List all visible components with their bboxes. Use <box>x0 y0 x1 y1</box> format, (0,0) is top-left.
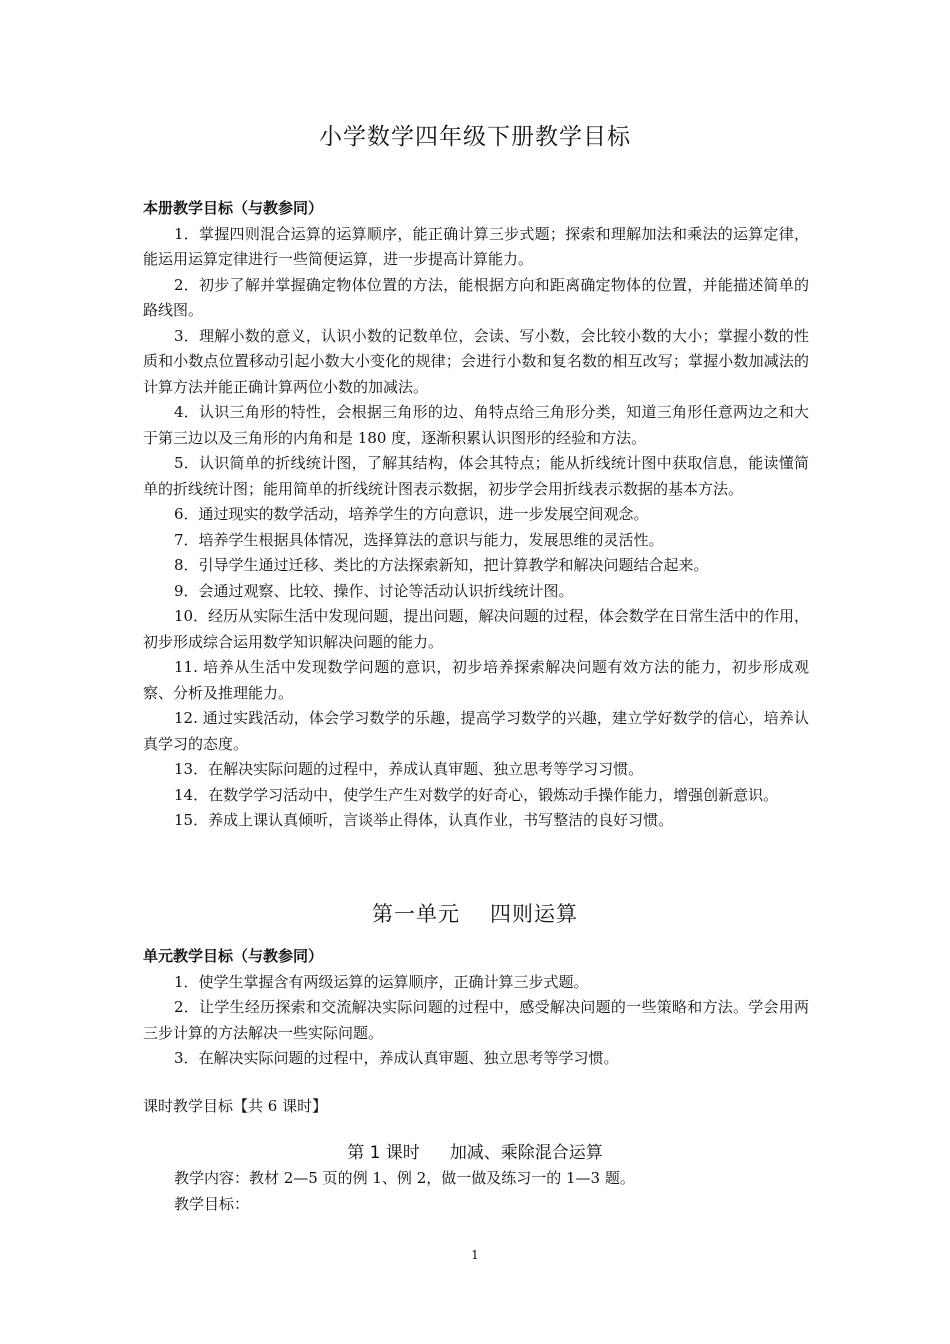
lesson-title-number: 第 1 课时 <box>347 1143 420 1163</box>
book-goal-item: 7．培养学生根据具体情况，选择算法的意识与能力，发展思维的灵活性。 <box>174 530 664 549</box>
book-goal-item: 5．认识简单的折线统计图，了解其结构，体会其特点；能从折线统计图中获取信息，能读懂简单的折线统计图；能用简单的折线统计图表示数据，初步学会用折线表示数据的基本方法。 <box>143 454 809 498</box>
lesson-title <box>0 1138 950 1163</box>
book-goal-item: 15．养成上课认真倾听，言谈举止得体，认真作业，书写整洁的良好习惯。 <box>174 811 674 829</box>
book-goal-item: 8．引导学生通过迁移、类比的方法探索新知，把计算教学和解决问题结合起来。 <box>174 556 709 574</box>
book-goal-item: 11. 培养从生活中发现数学问题的意识，初步培养探索解决问题有效方法的能力，初步形成观察、分析及推理能力。 <box>143 658 809 702</box>
book-goal-item: 12. 通过实践活动，体会学习数学的乐趣，提高学习数学的兴趣，建立学好数学的信心，培养认真学习的态度。 <box>143 709 809 753</box>
book-goal-item: 13．在解决实际问题的过程中，养成认真审题、独立思考等学习习惯。 <box>174 760 644 778</box>
book-goals-heading: 本册教学目标（与教参同） <box>143 199 324 217</box>
unit-title-number: 第一单元 <box>372 902 460 926</box>
lesson-section <box>143 1166 809 1217</box>
unit-goal-item: 2．让学生经历探索和交流解决实际问题的过程中，感受解决问题的一些策略和方法。学会用两三步计算的方法解决一些实际问题。 <box>143 998 809 1042</box>
unit-goals-heading: 单元教学目标（与教参同） <box>143 947 324 965</box>
unit-goal-item: 1．使学生掌握含有两级运算的运算顺序，正确计算三步式题。 <box>174 972 589 991</box>
unit-goals-section <box>143 944 809 1072</box>
book-goal-item: 3．理解小数的意义，认识小数的记数单位，会读、写小数，会比较小数的大小；掌握小数的性质和小数点位置移动引起小数大小变化的规律；会进行小数和复名数的相互改写；掌握小数加减法的计算方法并能正确计算两位小数的加减法。 <box>143 326 809 396</box>
lesson-count-line: 课时教学目标【共 6 课时】 <box>143 1097 328 1115</box>
lesson-title-name: 加减、乘除混合运算 <box>449 1143 603 1163</box>
book-goal-item: 14．在数学学习活动中，使学生产生对数学的好奇心，锻炼动手操作能力，增强创新意识。 <box>174 785 779 804</box>
unit-title-name: 四则运算 <box>490 902 578 926</box>
unit-title <box>0 898 950 928</box>
lesson-goals-label: 教学目标： <box>174 1194 250 1213</box>
book-goal-item: 6．通过现实的数学活动，培养学生的方向意识，进一步发展空间观念。 <box>174 505 649 523</box>
book-goal-item: 1．掌握四则混合运算的运算顺序，能正确计算三步式题；探索和理解加法和乘法的运算定律，能运用运算定律进行一些简便运算，进一步提高计算能力。 <box>143 224 809 268</box>
book-goal-item: 4．认识三角形的特性，会根据三角形的边、角特点给三角形分类，知道三角形任意两边之和大于第三边以及三角形的内角和是 180 度，逐渐积累认识图形的经验和方法。 <box>143 403 809 447</box>
unit-goal-item: 3．在解决实际问题的过程中，养成认真审题、独立思考等学习惯。 <box>174 1049 619 1067</box>
book-goal-item: 9．会通过观察、比较、操作、讨论等活动认识折线统计图。 <box>174 581 574 600</box>
document-title: 小学数学四年级下册教学目标 <box>319 124 631 150</box>
lesson-content: 教学内容：教材 2—5 页的例 1、例 2，做一做及练习一的 1—3 题。 <box>174 1169 635 1187</box>
book-goal-item: 10．经历从实际生活中发现问题，提出问题，解决问题的过程，体会数学在日常生活中的作用，初步形成综合运用数学知识解决问题的能力。 <box>143 607 809 651</box>
book-goal-item: 2．初步了解并掌握确定物体位置的方法，能根据方向和距离确定物体的位置，并能描述简单的路线图。 <box>143 275 809 319</box>
page-number: 1 <box>471 1248 479 1262</box>
book-goals-section <box>143 196 809 834</box>
